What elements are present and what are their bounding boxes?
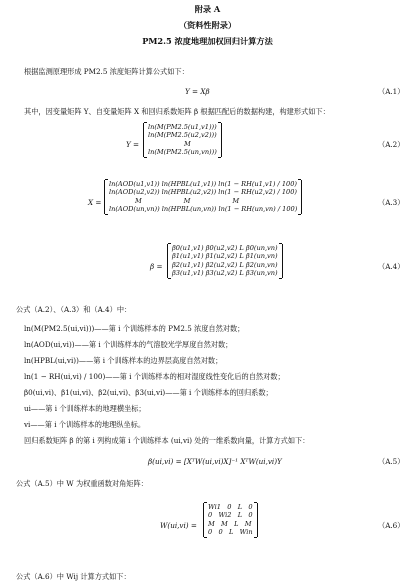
matrix-y bbox=[143, 123, 222, 157]
definition-line: vi——第 i 个训练样本的地理纵坐标。 bbox=[24, 420, 146, 429]
matrix-beta-row: β1(u1,v1) β1(u2,v2) L β1(un,vn) bbox=[172, 252, 278, 261]
definition-line: ln(1 − RH(ui,vi) / 100)——第 i 个训练样本的相对湿度线性变化后的自然对数； bbox=[24, 372, 285, 381]
matrix-x-row: ln(AOD(un,vn)) ln(HPBL(un,vn)) ln(1 − RH(un,vn) / 100) bbox=[109, 205, 298, 214]
matrix-w-row: M M L M bbox=[208, 519, 252, 528]
matrix-w-row: Wi1 0 L 0 bbox=[208, 503, 253, 511]
equation-number-a5: （A.5） bbox=[378, 457, 405, 466]
equation-number-a6: （A.6） bbox=[378, 521, 405, 530]
appendix-label: 附录 A bbox=[194, 4, 221, 14]
matrix-y-row: M bbox=[184, 139, 191, 148]
where-paragraph: 其中，因变量矩阵 Y、自变量矩阵 X 和回归系数矩阵 β 根据匹配后的数据构建，构建形式如下： bbox=[24, 107, 330, 116]
matrix-y-row: ln(M(PM2.5(u1,v1))) bbox=[148, 123, 217, 131]
beta-paragraph: 回归系数矩阵 β 的第 i 列构成第 i 个训练样本 (ui,vi) 处的一维系数向量，计算方式如下： bbox=[24, 436, 310, 445]
matrix-x-row: M M M bbox=[135, 196, 240, 205]
equation-a1: Y = Xβ bbox=[185, 87, 210, 96]
equation-number-a4: （A.4） bbox=[378, 262, 405, 271]
matrix-beta-row: β0(u1,v1) β0(u2,v2) L β0(un,vn) bbox=[172, 244, 278, 252]
equation-a5: β(ui,vi) = [XᵀW(ui,vi)X]⁻¹ XᵀW(ui,vi)Y bbox=[148, 457, 282, 466]
matrix-x-row: ln(AOD(u1,v1)) ln(HPBL(u1,v1)) ln(1 − RH(u1,v1) / 100) bbox=[109, 180, 297, 188]
equation-a3-lhs: X = bbox=[88, 198, 102, 207]
appendix-nature: （资料性附录） bbox=[178, 20, 237, 30]
definition-line: ln(AOD(ui,vi))——第 i 个训练样本的气溶胶光学厚度自然对数； bbox=[24, 340, 233, 349]
matrix-x-row: ln(AOD(u2,v2)) ln(HPBL(u2,v2)) ln(1 − RH(u2,v2) / 100) bbox=[109, 188, 297, 197]
matrix-y-row: ln(M(PM2.5(un,vn))) bbox=[148, 148, 217, 157]
intro-paragraph: 根据监测原理形成 PM2.5 浓度矩阵计算公式如下： bbox=[24, 67, 189, 76]
matrix-beta-row: β2(u1,v1) β2(u2,v2) L β2(un,vn) bbox=[172, 260, 278, 269]
definition-line: β0(ui,vi)、β1(ui,vi)、β2(ui,vi)、β3(ui,vi)——第 i 个训练样本的回归系数； bbox=[24, 388, 273, 397]
matrix-beta bbox=[167, 244, 283, 278]
matrix-w bbox=[203, 503, 258, 537]
matrix-w-row: 0 Wi2 L 0 bbox=[208, 511, 253, 520]
equation-number-a3: （A.3） bbox=[378, 198, 405, 207]
appendix-title: PM2.5 浓度地理加权回归计算方法 bbox=[142, 36, 273, 46]
matrix-w-row: 0 0 L Win bbox=[208, 528, 253, 537]
equation-a6-lhs: W(ui,vi) = bbox=[160, 521, 197, 530]
equation-number-a2: （A.2） bbox=[378, 140, 405, 149]
definition-line: ln(M(PM2.5(ui,vi)))——第 i 个训练样本的 PM2.5 浓度自然对数； bbox=[24, 324, 245, 333]
definition-line: ui——第 i 个训练样本的地理横坐标； bbox=[24, 404, 146, 413]
matrix-y-row: ln(M(PM2.5(u2,v2))) bbox=[148, 131, 217, 140]
equation-a2-lhs: Y = bbox=[126, 140, 140, 149]
equation-a4-lhs: β = bbox=[150, 262, 163, 271]
in-formulas-paragraph: 公式（A.2）、（A.3）和（A.4）中： bbox=[16, 305, 132, 314]
matrix-beta-row: β3(u1,v1) β3(u2,v2) L β3(un,vn) bbox=[172, 269, 278, 278]
definition-line: ln(HPBL(ui,vi))——第 i 个训练样本的边界层高度自然对数； bbox=[24, 356, 223, 365]
last-paragraph: 公式（A.6）中 Wij 计算方式如下： bbox=[16, 572, 131, 581]
matrix-x bbox=[104, 180, 302, 214]
w-paragraph: 公式（A.5）中 W 为权重函数对角矩阵： bbox=[16, 479, 148, 488]
equation-number-a1: （A.1） bbox=[378, 87, 405, 96]
